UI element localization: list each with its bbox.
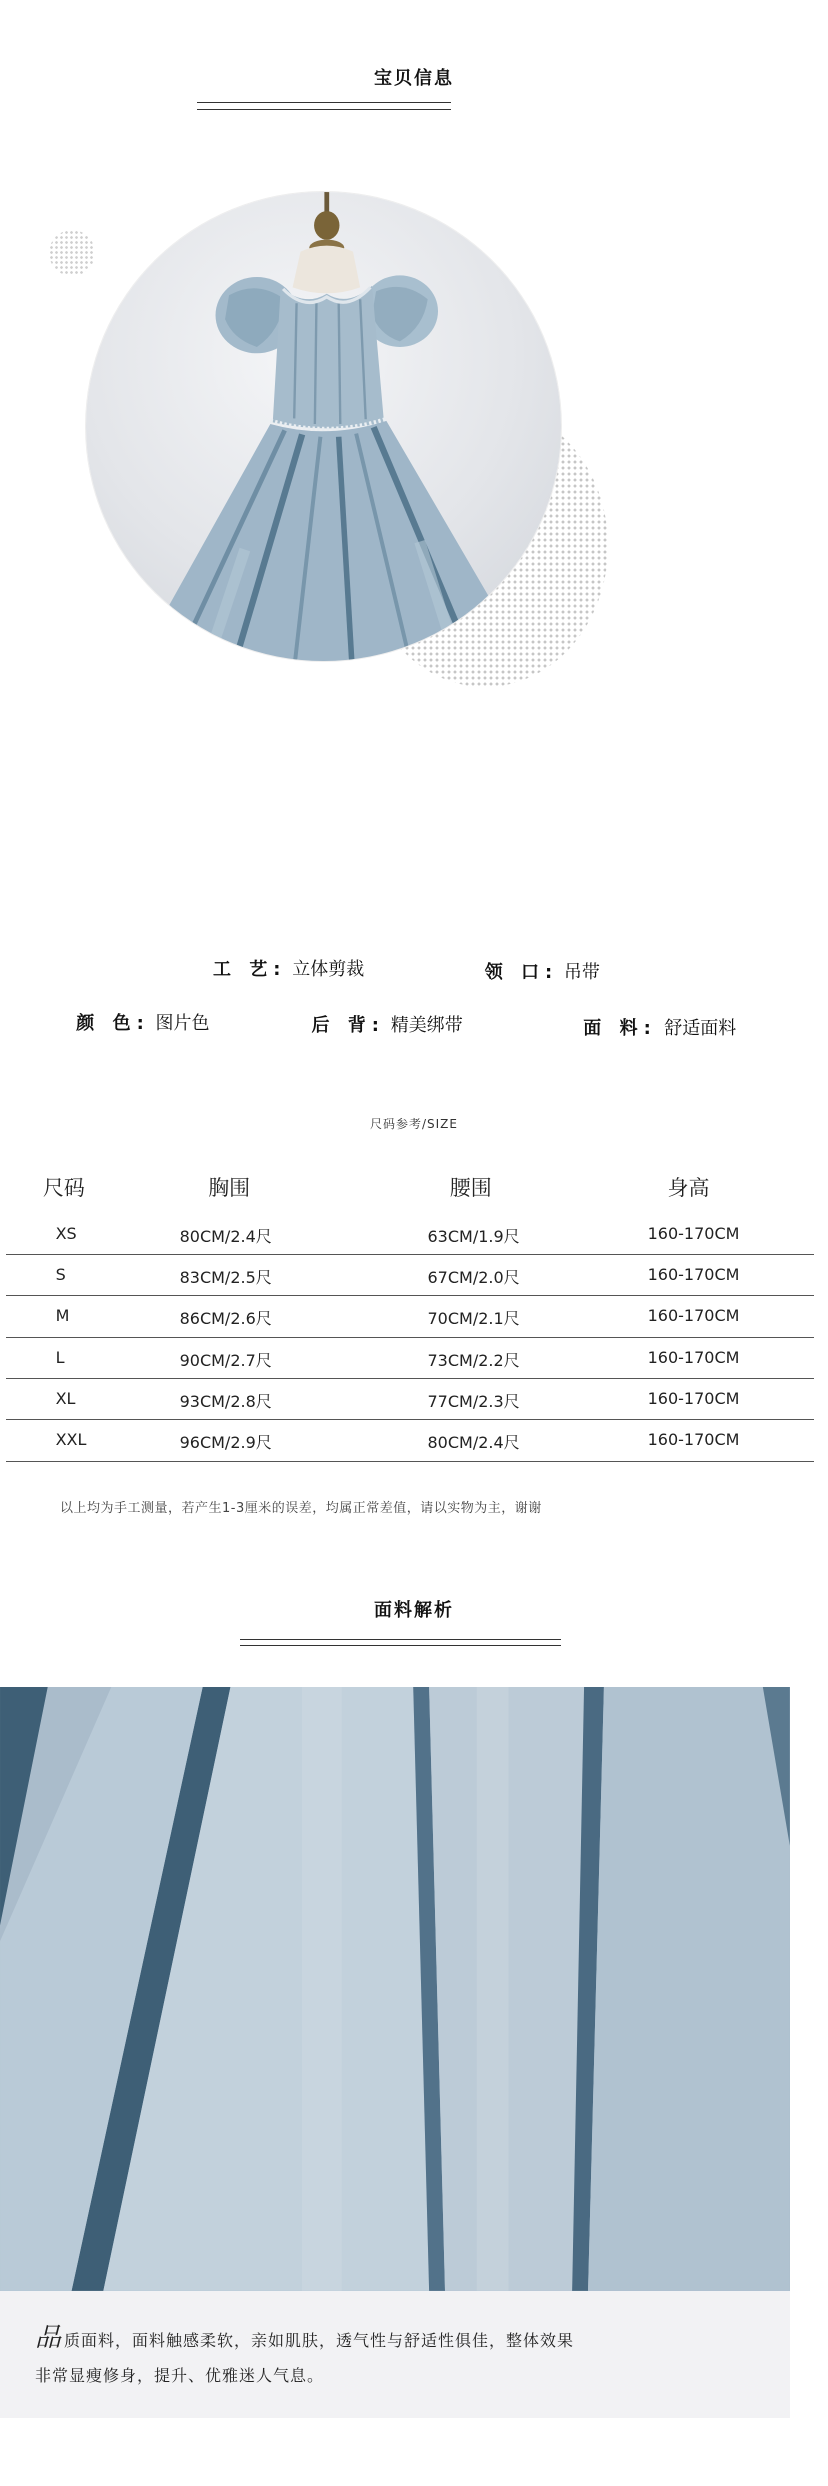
attr-color-value: 图片色	[155, 1013, 210, 1035]
attr-collar	[485, 958, 600, 984]
size-cell: S	[55, 1265, 66, 1284]
attr-material-label: 面 料:	[583, 1017, 657, 1039]
dress-photo	[86, 192, 561, 661]
table-row-divider	[6, 1378, 814, 1379]
size-header-height: 身高	[667, 1176, 710, 1201]
title-underline-2	[197, 109, 451, 110]
section-title-fabric: 面料解析	[374, 1599, 454, 1621]
size-cell: XXL	[55, 1430, 87, 1450]
size-cell: 160-170CM	[647, 1306, 740, 1326]
size-cell: 90CM/2.7尺	[179, 1350, 272, 1370]
attr-collar-value: 吊带	[563, 961, 600, 983]
fabric-title-underline	[240, 1639, 561, 1640]
size-note: 以上均为手工测量，若产生1-3厘米的误差，均属正常差值，请以实物为主，谢谢	[60, 1501, 542, 1516]
size-cell: XL	[55, 1389, 76, 1408]
size-cell: 160-170CM	[647, 1265, 740, 1284]
size-cell: 160-170CM	[647, 1389, 740, 1408]
dress-illustration	[86, 192, 561, 661]
fabric-desc-mark: 品	[35, 2322, 63, 2353]
size-cell: 83CM/2.5尺	[179, 1268, 272, 1287]
attr-craft-value: 立体剪裁	[292, 959, 365, 981]
section-title-product-info: 宝贝信息	[374, 67, 454, 89]
size-cell: 77CM/2.3尺	[427, 1392, 520, 1411]
table-row-divider	[6, 1254, 814, 1255]
fabric-desc-line-1-text: 质面料，面料触感柔软，亲如肌肤，透气性与舒适性俱佳，整体效果	[64, 2330, 575, 2350]
attr-craft	[213, 955, 364, 981]
fabric-description-panel	[0, 2291, 790, 2418]
attr-craft-label: 工 艺:	[213, 959, 287, 981]
attr-material-value-wrap	[664, 1014, 736, 1040]
size-cell: XS	[55, 1223, 77, 1243]
size-cell: M	[55, 1306, 70, 1326]
size-cell: 86CM/2.6尺	[179, 1309, 272, 1329]
attr-back-value: 精美绑带	[390, 1014, 463, 1036]
size-table-caption: 尺码参考/SIZE	[369, 1116, 458, 1131]
size-header-waist: 腰围	[449, 1176, 492, 1201]
decor-dot-pattern-small	[49, 230, 95, 276]
fabric-folds-illustration	[0, 1687, 790, 2291]
table-row-divider	[6, 1461, 814, 1462]
fabric-desc-line-2: 非常显瘦修身，提升、优雅迷人气息。	[35, 2365, 325, 2385]
attr-back-label: 后 背:	[311, 1014, 385, 1036]
size-cell: 80CM/2.4尺	[179, 1226, 272, 1246]
size-cell: 96CM/2.9尺	[179, 1433, 272, 1453]
table-row-divider	[6, 1337, 814, 1338]
size-cell: 160-170CM	[647, 1223, 740, 1243]
table-row-divider	[6, 1295, 814, 1296]
title-underline	[197, 102, 451, 103]
size-cell: L	[55, 1347, 65, 1367]
size-cell: 160-170CM	[647, 1430, 740, 1450]
size-cell: 93CM/2.8尺	[179, 1392, 272, 1411]
size-cell: 160-170CM	[647, 1347, 740, 1367]
attr-material	[583, 1014, 656, 1040]
size-header-size: 尺码	[42, 1176, 85, 1201]
size-cell: 80CM/2.4尺	[427, 1433, 520, 1453]
table-row-divider	[6, 1419, 814, 1420]
attr-color-label: 颜 色:	[76, 1013, 150, 1035]
fabric-desc-line-1	[35, 2317, 574, 2354]
attr-collar-label: 领 口:	[484, 961, 559, 983]
attr-material-value: 舒适面料	[664, 1017, 737, 1039]
size-cell: 67CM/2.0尺	[427, 1268, 520, 1287]
size-header-bust: 胸围	[208, 1176, 251, 1201]
size-cell: 63CM/1.9尺	[427, 1226, 520, 1246]
fabric-title-underline-2	[240, 1645, 561, 1646]
fabric-closeup-photo	[0, 1687, 790, 2291]
attr-color	[76, 1009, 209, 1035]
size-cell: 70CM/2.1尺	[427, 1309, 520, 1329]
attr-back	[312, 1011, 463, 1037]
size-cell: 73CM/2.2尺	[427, 1350, 520, 1370]
